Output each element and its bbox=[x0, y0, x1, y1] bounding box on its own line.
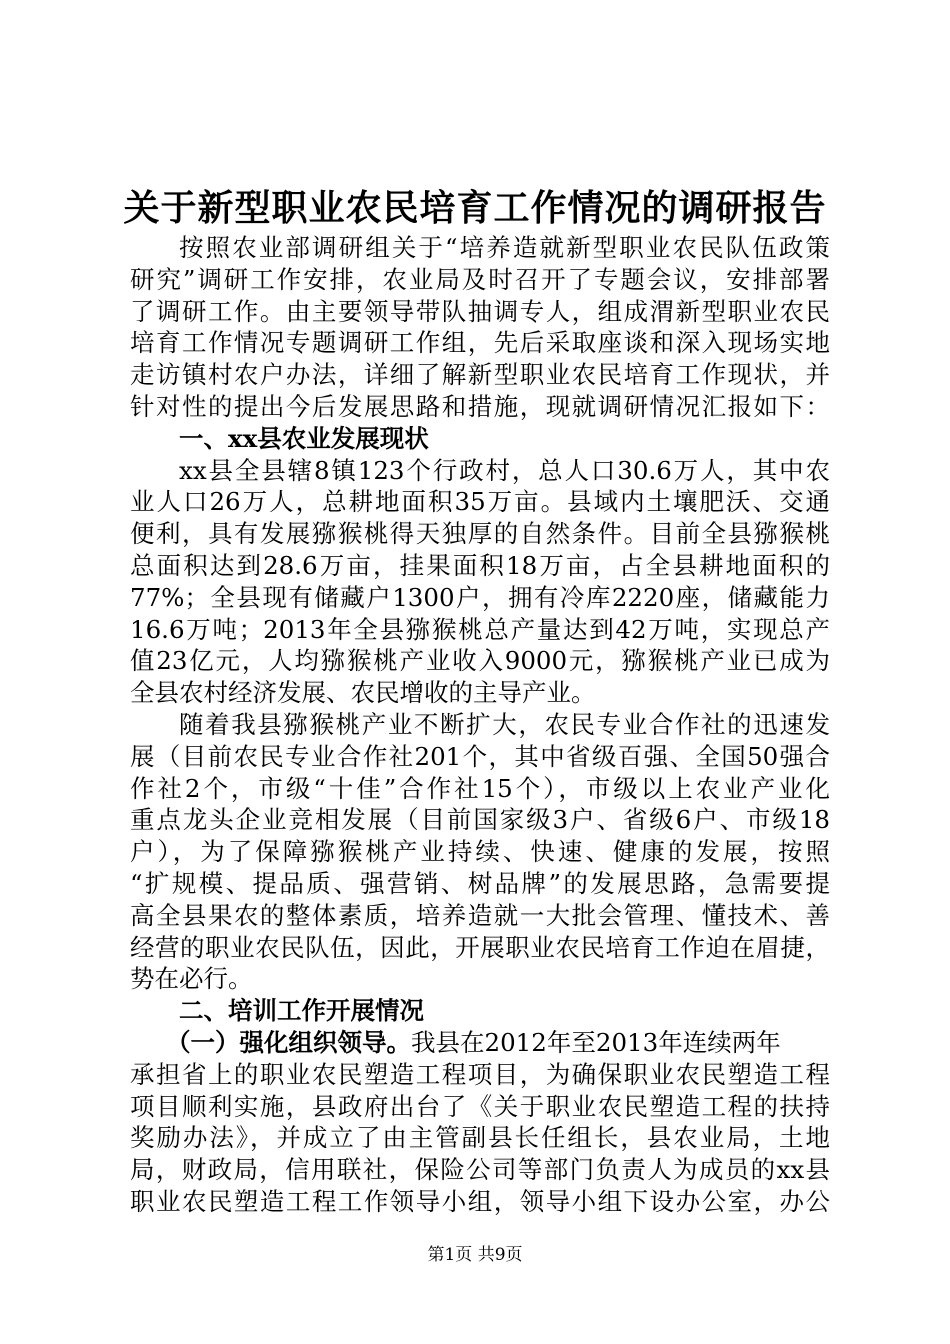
paragraph-line: 了调研工作。由主要领导带队抽调专人，组成渭新型职业农民 bbox=[130, 296, 830, 326]
paragraph-line: 重点龙头企业竞相发展（目前国家级3户、省级6户、市级18 bbox=[130, 805, 830, 835]
paragraph-line: 按照农业部调研组关于“培养造就新型职业农民队伍政策 bbox=[179, 233, 830, 262]
paragraph-line: 经营的职业农民队伍，因此，开展职业农民培育工作迫在眉捷， bbox=[130, 932, 830, 962]
paragraph-line: 势在必行。 bbox=[130, 964, 253, 994]
paragraph-line: 值23亿元，人均猕猴桃产业收入9000元，猕猴桃产业已成为 bbox=[130, 646, 830, 676]
paragraph-line: 户），为了保障猕猴桃产业持续、快速、健康的发展，按照 bbox=[130, 837, 830, 867]
paragraph-text: 我县在2012年至2013年连续两年 bbox=[411, 1027, 781, 1057]
page-number: 第1页 共9页 bbox=[427, 1245, 523, 1265]
paragraph-line: 培育工作情况专题调研工作组，先后采取座谈和深入现场实地 bbox=[130, 328, 830, 358]
document-title: 关于新型职业农民培育工作情况的调研报告 bbox=[123, 187, 827, 229]
paragraph-line: 业人口26万人，总耕地面积35万亩。县域内土壤肥沃、交通 bbox=[130, 487, 830, 517]
paragraph-line: 研究”调研工作安排，农业局及时召开了专题会议，安排部署 bbox=[130, 264, 830, 294]
paragraph-line bbox=[130, 1027, 830, 1059]
subsection-heading: （一）强化组织领导。 bbox=[166, 1027, 411, 1057]
document-body bbox=[130, 232, 830, 1218]
paragraph-line: 针对性的提出今后发展思路和措施，现就调研情况汇报如下： bbox=[130, 391, 830, 421]
paragraph-line: 承担省上的职业农民塑造工程项目，为确保职业农民塑造工程 bbox=[130, 1059, 830, 1089]
paragraph-line: 16.6万吨；2013年全县猕猴桃总产量达到42万吨，实现总产 bbox=[130, 614, 830, 644]
paragraph-line: 奖励办法》，并成立了由主管副县长任组长，县农业局，土地 bbox=[130, 1123, 830, 1153]
paragraph-line: 走访镇村农户办法，详细了解新型职业农民培育工作现状，并 bbox=[130, 360, 830, 390]
paragraph-line: 便利，具有发展猕猴桃得天独厚的自然条件。目前全县猕猴桃 bbox=[130, 519, 830, 549]
paragraph-line: 全县农村经济发展、农民增收的主导产业。 bbox=[130, 678, 596, 708]
paragraph-line: 项目顺利实施，县政府出台了《关于职业农民塑造工程的扶持 bbox=[130, 1091, 830, 1121]
section-heading: 一、xx县农业发展现状 bbox=[179, 423, 429, 453]
paragraph-line: 高全县果农的整体素质，培养造就一大批会管理、懂技术、善 bbox=[130, 900, 830, 930]
paragraph-line: 职业农民塑造工程工作领导小组，领导小组下设办公室，办公 bbox=[130, 1186, 830, 1216]
paragraph-line: “扩规模、提品质、强营销、树品牌”的发展思路，急需要提 bbox=[130, 868, 830, 898]
section-heading: 二、培训工作开展情况 bbox=[179, 996, 424, 1026]
paragraph-line: 作社2个，市级“十佳”合作社15个），市级以上农业产业化 bbox=[130, 773, 830, 803]
paragraph-line: 总面积达到28.6万亩，挂果面积18万亩，占全县耕地面积的 bbox=[130, 550, 830, 580]
paragraph-line: 77%；全县现有储藏户1300户，拥有冷库2220座，储藏能力 bbox=[130, 582, 830, 612]
paragraph-line: 展（目前农民专业合作社201个，其中省级百强、全国50强合 bbox=[130, 741, 830, 771]
paragraph-line: xx县全县辖8镇123个行政村，总人口30.6万人，其中农 bbox=[179, 455, 830, 485]
paragraph-line: 局，财政局，信用联社，保险公司等部门负责人为成员的xx县 bbox=[130, 1155, 830, 1185]
paragraph-line: 随着我县猕猴桃产业不断扩大，农民专业合作社的迅速发 bbox=[179, 709, 830, 739]
